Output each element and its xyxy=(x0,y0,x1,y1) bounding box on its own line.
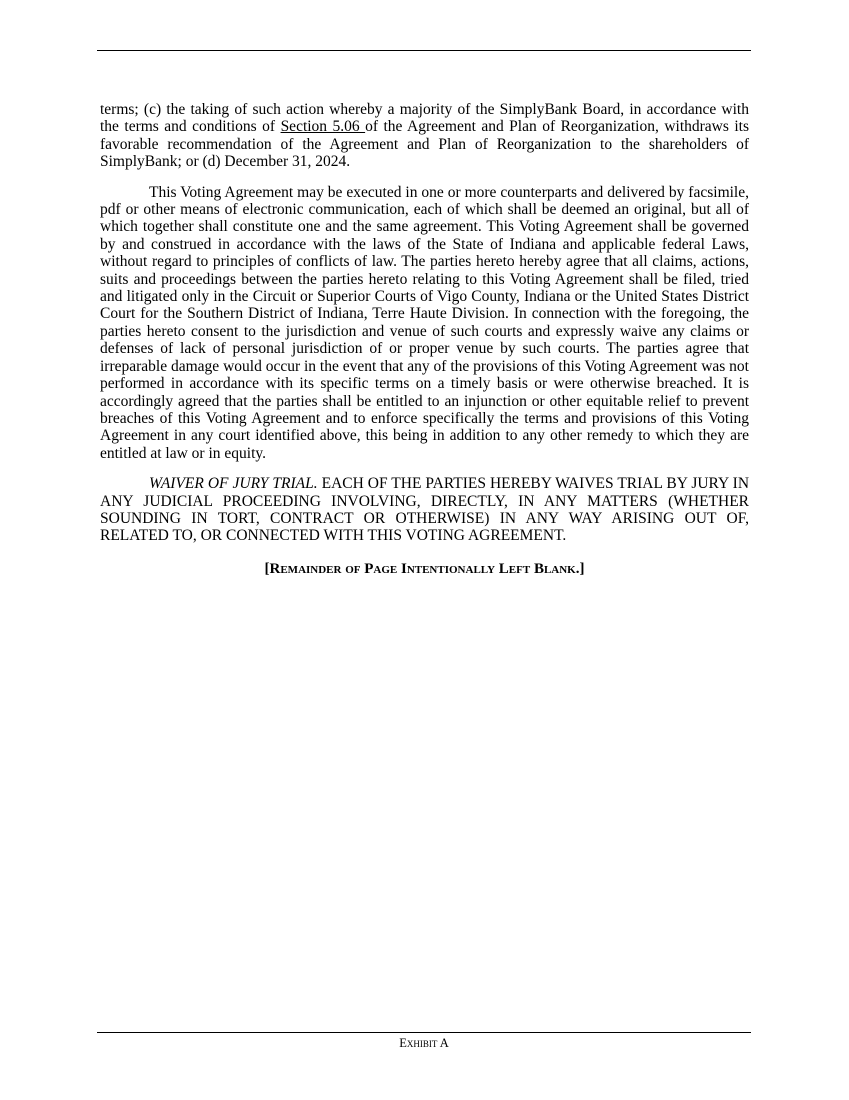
paragraph-termination xyxy=(100,101,749,171)
footer-exhibit-label: Exhibit A xyxy=(399,1036,449,1050)
footer-rule xyxy=(97,1032,751,1033)
section-reference-link: Section 5.06 xyxy=(280,118,366,136)
paragraph-termination-text-2: of the Agreement and Plan of Reorganization, withdraws its favorable recommendation of the Agreement and Plan of Reorganization to the shareholders of SimplyBank; or (d) December 31, 2024. xyxy=(100,118,749,171)
remainder-blank-note: [Remainder of Page Intentionally Left Blank.] xyxy=(264,560,585,577)
header-rule xyxy=(97,50,751,51)
paragraph-termination-text-1: terms; (c) the taking of such action whereby a majority of the SimplyBank Board, in accordance with the terms and conditions of xyxy=(100,101,749,136)
jury-waiver-heading: WAIVER OF JURY TRIAL. xyxy=(149,475,318,493)
jury-waiver-text: EACH OF THE PARTIES HEREBY WAIVES TRIAL BY JURY IN ANY JUDICIAL PROCEEDING INVOLVING, DIRECTLY, IN ANY MATTERS (WHETHER SOUNDING IN TORT, CONTRACT OR OTHERWISE) IN ANY WAY ARISING OUT OF, RELATED TO, OR CONNECTED WITH THIS VOTING AGREEMENT. xyxy=(100,475,750,545)
document-body xyxy=(100,101,749,578)
paragraph-counterparts: This Voting Agreement may be executed in one or more counterparts and delivered by facsimile, pdf or other means of electronic communication, each of which shall be deemed an original, but all of which together shall constitute one and the same agreement. This Voting Agreement shall be governed by and construed in accordance with the laws of the State of Indiana and applicable federal Laws, without regard to principles of conflicts of law. The parties hereto hereby agree that all claims, actions, suits and proceedings between the parties hereto relating to this Voting Agreement shall be filed, tried and litigated only in the Circuit or Superior Courts of Vigo County, Indiana or the United States District Court for the Southern District of Indiana, Terre Haute Division. In connection with the foregoing, the parties hereto consent to the jurisdiction and venue of such courts and expressly waive any claims or defenses of lack of personal jurisdiction of or proper venue by such courts. The parties agree that irreparable damage would occur in the event that any of the provisions of this Voting Agreement was not performed in accordance with its specific terms on a timely basis or were otherwise breached. It is accordingly agreed that the parties shall be entitled to an injunction or other equitable relief to prevent breaches of this Voting Agreement and to enforce specifically the terms and provisions of this Voting Agreement in any court identified above, this being in addition to any other remedy to which they are entitled at law or in equity. xyxy=(100,183,749,462)
paragraph-jury-waiver xyxy=(100,475,749,545)
